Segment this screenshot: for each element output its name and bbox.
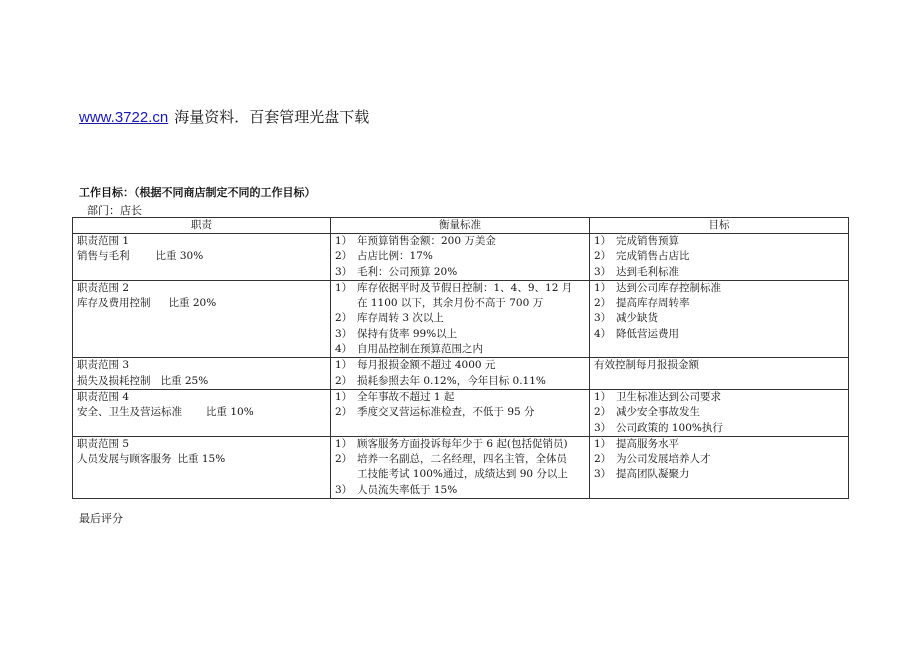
standard-item: 2） 季度交叉营运标准检查，不低于 95 分 bbox=[335, 406, 535, 419]
target-item: 3） 公司政策的 100%执行 bbox=[594, 421, 723, 434]
standard-item-continuation: 工技能考试 100%通过，成绩达到 90 分以上 bbox=[357, 468, 568, 481]
standard-item: 3） 毛利：公司预算 20% bbox=[335, 265, 458, 278]
standard-cell bbox=[331, 436, 590, 498]
table-header-row bbox=[73, 218, 849, 234]
department-label: 部门：店长 bbox=[87, 204, 142, 217]
table-row bbox=[73, 358, 849, 390]
target-item: 2） 减少安全事故发生 bbox=[594, 406, 700, 419]
duty-title: 职责范围 2 bbox=[77, 281, 130, 294]
target-item: 3） 达到毛利标准 bbox=[594, 265, 679, 278]
duty-title: 职责范围 5 bbox=[77, 437, 130, 450]
duty-title: 职责范围 3 bbox=[77, 359, 130, 372]
duty-weight: 比重 10% bbox=[206, 406, 254, 419]
target-cell bbox=[590, 358, 849, 390]
duty-name-line bbox=[77, 249, 326, 264]
header-text: 海量资料．百套管理光盘下载 bbox=[174, 108, 370, 126]
duty-name: 人员发展与顾客服务 bbox=[77, 453, 172, 466]
duty-weight: 比重 30% bbox=[155, 250, 204, 263]
duty-cell bbox=[73, 389, 331, 436]
table-row bbox=[73, 389, 849, 436]
standard-item: 3） 保持有货率 99%以上 bbox=[335, 327, 458, 340]
target-item: 2） 完成销售占店比 bbox=[594, 250, 690, 263]
standard-item: 1） 库存依据平时及节假日控制：1、4、9、12 月 bbox=[335, 281, 573, 294]
standard-item: 2） 占店比例：17% bbox=[335, 250, 433, 263]
duty-weight: 比重 25% bbox=[160, 374, 209, 387]
website-link[interactable]: www.3722.cn bbox=[79, 109, 169, 126]
standard-item-continuation: 在 1100 以下，其余月份不高于 700 万 bbox=[357, 297, 544, 310]
header-target: 目标 bbox=[590, 218, 849, 234]
duty-weight: 比重 20% bbox=[168, 297, 217, 310]
standard-cell bbox=[331, 358, 590, 390]
duty-name-line bbox=[77, 452, 326, 467]
responsibility-table bbox=[72, 217, 849, 499]
target-item: 1） 提高服务水平 bbox=[594, 437, 679, 450]
table-row bbox=[73, 280, 849, 357]
duty-title: 职责范围 1 bbox=[77, 235, 130, 247]
target-item: 1） 达到公司库存控制标准 bbox=[594, 281, 721, 294]
duty-weight: 比重 15% bbox=[177, 453, 226, 466]
duty-name: 安全、卫生及营运标准 bbox=[77, 406, 182, 419]
table-row bbox=[73, 234, 849, 281]
standard-cell bbox=[331, 280, 590, 357]
standard-item: 2） 培养一名副总，二名经理，四名主管，全体员 bbox=[335, 453, 567, 466]
target-item: 1） 卫生标准达到公司要求 bbox=[594, 390, 721, 403]
duty-cell bbox=[73, 358, 331, 390]
standard-item: 1） 全年事故不超过 1 起 bbox=[335, 390, 455, 403]
duty-title: 职责范围 4 bbox=[77, 390, 130, 403]
standard-item: 2） 库存周转 3 次以上 bbox=[335, 312, 444, 325]
header-standard: 衡量标准 bbox=[331, 218, 590, 234]
duty-name-line bbox=[77, 296, 326, 311]
standard-cell bbox=[331, 234, 590, 281]
standard-item: 3） 人员流失率低于 15% bbox=[335, 483, 458, 496]
target-item: 1） 完成销售预算 bbox=[594, 235, 679, 247]
header-duty: 职责 bbox=[73, 218, 331, 234]
target-text: 有效控制每月报损金额 bbox=[594, 359, 699, 372]
duty-name: 库存及费用控制 bbox=[77, 297, 151, 310]
duty-cell bbox=[73, 280, 331, 357]
duty-name-line bbox=[77, 374, 326, 389]
standard-item: 2） 损耗参照去年 0.12%，今年目标 0.11% bbox=[335, 374, 546, 387]
target-cell bbox=[590, 280, 849, 357]
target-item: 3） 减少缺货 bbox=[594, 312, 658, 325]
target-item: 4） 降低营运费用 bbox=[594, 327, 679, 340]
target-item: 3） 提高团队凝聚力 bbox=[594, 468, 690, 481]
target-cell bbox=[590, 389, 849, 436]
target-cell bbox=[590, 436, 849, 498]
standard-item: 1） 年预算销售金额：200 万美金 bbox=[335, 235, 496, 247]
final-score-label: 最后评分 bbox=[79, 512, 123, 525]
duty-name: 销售与毛利 bbox=[77, 250, 130, 263]
duty-cell bbox=[73, 234, 331, 281]
standard-cell bbox=[331, 389, 590, 436]
standard-item: 4） 自用品控制在预算范围之内 bbox=[335, 343, 483, 356]
standard-item: 1） 每月报损金额不超过 4000 元 bbox=[335, 359, 496, 372]
target-item: 2） 提高库存周转率 bbox=[594, 297, 690, 310]
target-item: 2） 为公司发展培养人才 bbox=[594, 453, 711, 466]
target-cell bbox=[590, 234, 849, 281]
duty-cell bbox=[73, 436, 331, 498]
page-header bbox=[79, 106, 369, 127]
duty-name: 损失及损耗控制 bbox=[77, 374, 151, 387]
table-row bbox=[73, 436, 849, 498]
duty-name-line bbox=[77, 405, 326, 420]
standard-item: 1） 顾客服务方面投诉每年少于 6 起(包括促销员) bbox=[335, 437, 568, 450]
goal-title: 工作目标：（根据不同商店制定不同的工作目标） bbox=[79, 186, 316, 199]
